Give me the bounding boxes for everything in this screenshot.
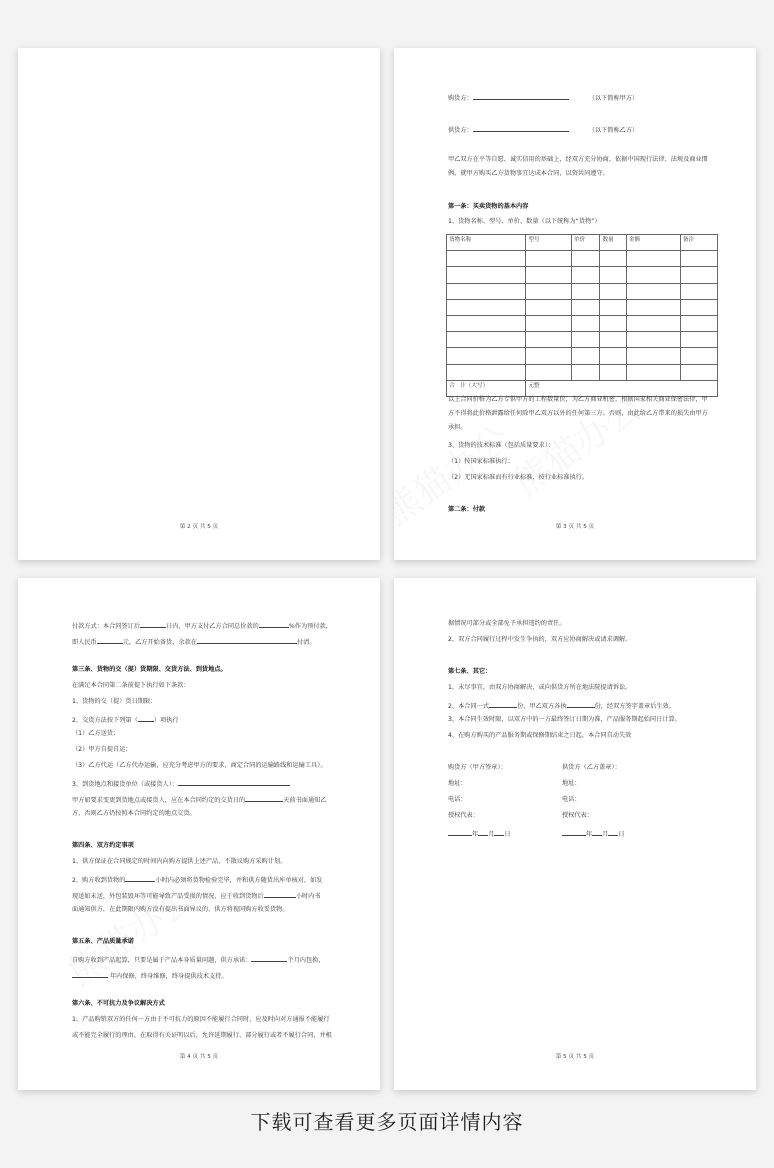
- text: 自购方收到产品起算，只要是属于产品本身质量问题，供方承诺：: [72, 957, 252, 964]
- payment-line: [72, 636, 316, 647]
- body-line: [72, 794, 327, 805]
- text: 2、交货方法按下列第（: [72, 717, 138, 724]
- buyer-label: 购货方：: [448, 95, 473, 102]
- text: 份，经双方签字盖章后生效。: [594, 703, 675, 710]
- table-row: [447, 364, 718, 380]
- seller-representative-label: 授权代表：: [562, 812, 593, 819]
- body-line: [72, 954, 325, 965]
- blank: [489, 700, 517, 708]
- text: 天前书面通知乙: [283, 797, 327, 804]
- buyer-abbr: （以下简称甲方）: [588, 95, 639, 102]
- body-line: （1）按国家标准执行；: [448, 458, 514, 465]
- body-line: 1、供方保证在合同规定的时间内向购方提供上述产品，不散议购方采购计划。: [72, 858, 287, 865]
- seller-address-label: 地址：: [562, 780, 581, 787]
- text: 付款方式：本合同签订后: [72, 623, 141, 630]
- buyer-line: [448, 92, 638, 103]
- document-page-3: [394, 48, 756, 560]
- buyer-phone-label: 电话：: [448, 796, 467, 803]
- text: %作为预付款，: [288, 623, 332, 630]
- seller-blank: [473, 124, 569, 132]
- blank: [494, 828, 504, 836]
- text: 年内保修，终身维修，终身提供技术支持。: [109, 973, 228, 980]
- article-2-title: 第二条：付款: [448, 506, 486, 513]
- body-line: 1、货物的交（提）货日期限：: [72, 698, 157, 705]
- body-line: [72, 778, 290, 789]
- text: ）项执行: [153, 717, 179, 724]
- table-header-row: [447, 235, 718, 251]
- page-number: 第 2 页 共 5 页: [179, 524, 219, 530]
- article-3-title: 第三条、货物的交（提）货期限、交货方法、到货地点。: [72, 666, 227, 673]
- table-header-cell: 数量: [600, 235, 626, 251]
- page-number: 第 5 页 共 5 页: [555, 1054, 595, 1060]
- document-page-4: [18, 578, 380, 1090]
- seller-label: 供货方：: [448, 127, 473, 134]
- table-header-cell: 金额: [626, 235, 680, 251]
- body-line: （2）无国家标准而有行业标准，按行业标准执行。: [448, 474, 589, 481]
- text: 月: [602, 831, 609, 838]
- text: 即人民币: [72, 639, 97, 646]
- page-number: 第 3 页 共 5 页: [555, 524, 595, 530]
- article-6-title: 第六条、不可抗力及争议解决方式: [72, 1000, 165, 1007]
- article-1-title: 第一条：买卖货物的基本内容: [448, 203, 529, 210]
- article-4-title: 第四条、双方约定事项: [72, 842, 134, 849]
- blank: [478, 828, 488, 836]
- payment-line: [72, 620, 332, 631]
- blank: [264, 890, 296, 898]
- body-line: 4、在购方购买的产品服务期或保修期结束之日起，本合同自动失效: [448, 732, 632, 739]
- article-1-item-1: 1、货物名称、型号、单价、数量（以下统称为“货物”）: [448, 218, 601, 225]
- table-total-row: [447, 380, 718, 396]
- text: 日内，甲方支付乙方合同总价款的: [166, 623, 259, 630]
- body-line: 3、货物的技术标准（包括质量要求）：: [448, 442, 555, 449]
- body-line: （2）甲方自提自运；: [72, 746, 132, 753]
- blank: [259, 620, 289, 628]
- buyer-date-line: [448, 828, 511, 839]
- blank: [97, 636, 123, 644]
- body-line: 以上合同价格为乙方专供甲方的工程数量价，为乙方商业机密，根据国家相关商业保密法律，甲: [448, 396, 708, 403]
- text: 年: [586, 831, 593, 838]
- sign-seller-label: 供货方（乙方盖章）：: [562, 764, 621, 771]
- blank: [251, 954, 287, 962]
- text: 个月内包换，: [287, 957, 325, 964]
- body-line: [72, 890, 321, 901]
- seller-date-line: [562, 828, 625, 839]
- document-page-5: [394, 578, 756, 1090]
- intro-line: 例，就甲方购买乙方货物事宜达成本合同，以资共同遵守。: [448, 170, 609, 177]
- buyer-blank: [473, 92, 569, 100]
- body-line: [72, 970, 228, 981]
- text: 付清。: [297, 639, 316, 646]
- body-line: 在满足本合同第二条前提下执行如下条款：: [72, 682, 190, 689]
- buyer-representative-label: 授权代表：: [448, 812, 479, 819]
- intro-line: 甲乙双方在平等自愿、诚实信用的基础上，经双方充分协商，依据中国现行法律、法规及商业惯: [448, 156, 708, 163]
- download-caption: 下载可查看更多页面详情内容: [250, 1110, 524, 1134]
- body-line: [72, 874, 323, 885]
- text: 元。乙方开始备货，余款在: [122, 639, 197, 646]
- body-line: 承担。: [448, 424, 467, 431]
- table-header-cell: 备注: [680, 235, 717, 251]
- blank: [197, 636, 297, 644]
- body-line: 或不能完全履行的理由，在取得有关证明以后，允许延期履行、部分履行或者不履行合同，并根: [72, 1032, 332, 1039]
- blank: [562, 828, 586, 836]
- body-line: 方不得将此价格泄露给任何除甲乙双方以外的任何第三方。否则，由此给乙方带来的损失由甲方: [448, 410, 708, 417]
- body-line: （1）乙方送货；: [72, 730, 120, 737]
- seller-phone-label: 电话：: [562, 796, 581, 803]
- blank: [138, 714, 154, 722]
- body-line: [448, 700, 675, 711]
- blank: [608, 828, 618, 836]
- article-7-title: 第七条、其它：: [448, 668, 492, 675]
- blank: [72, 970, 108, 978]
- text: 2、本合同一式: [448, 703, 490, 710]
- text: 小时内必须将货物检验完毕，并和供方随货出库单核对，如发: [155, 877, 323, 884]
- table-total-unit: 元整: [526, 380, 718, 396]
- body-line: 面通知供方，在此期限内购方没有提出书面异议的，供方将视同购方收妥货物。: [72, 906, 289, 913]
- blank: [178, 778, 290, 786]
- sign-buyer-label: 购货方（甲方签章）：: [448, 764, 507, 771]
- table-header-cell: 型号: [526, 235, 572, 251]
- blank: [140, 620, 166, 628]
- table-row: [447, 315, 718, 331]
- seller-line: [448, 124, 638, 135]
- article-5-title: 第五条、产品质量承诺: [72, 938, 134, 945]
- table-row: [447, 348, 718, 364]
- seller-abbr: （以下简称乙方）: [588, 127, 639, 134]
- blank: [245, 794, 283, 802]
- body-line: 1、产品购销双方的任何一方由于不可抗力的原因不能履行合同时，应及时向对方通报不能履行: [72, 1016, 330, 1023]
- blank: [125, 874, 155, 882]
- body-line: 方，否则乙方仍按照本合同约定的地点交货。: [72, 810, 196, 817]
- table-header-cell: 货物名称: [447, 235, 526, 251]
- text: 日: [504, 831, 511, 838]
- document-page-2: [18, 48, 380, 560]
- text: 份，甲乙双方各执: [517, 703, 567, 710]
- table-row: [447, 267, 718, 283]
- page-number: 第 4 页 共 5 页: [179, 1054, 219, 1060]
- body-line: 3、本合同生效时限，以双方中的一方最终签订日期为准，产品服务期起始同日计算。: [448, 716, 681, 723]
- table-total-label: 合 计（大写）: [447, 380, 526, 396]
- blank: [567, 700, 595, 708]
- text: 现送如未送，外包装毁坏等可能导致产品受损的情况，应于收到货物后: [72, 893, 264, 900]
- blank: [592, 828, 602, 836]
- text: 月: [488, 831, 495, 838]
- buyer-address-label: 地址：: [448, 780, 467, 787]
- text: 日: [618, 831, 625, 838]
- goods-table: [446, 234, 718, 397]
- text: 甲方如要求变更到货地点或接货人，应在本合同约定的交货日的: [72, 797, 246, 804]
- body-line: [72, 714, 179, 725]
- blank: [448, 828, 472, 836]
- body-line: 1、未尽事宜，由双方协商解决，或向供货方所在地法院提请诉讼。: [448, 684, 632, 691]
- body-line: 据情况可部分或全部免予承担违约的责任。: [448, 620, 566, 627]
- text: 年: [472, 831, 479, 838]
- body-line: （3）乙方代运（乙方代办运输，应充分考虑甲方的要求，商定合同的运输路线和运输工具）。: [72, 762, 327, 769]
- table-row: [447, 332, 718, 348]
- body-line: 2、双方合同履行过程中发生争执的，双方应协商解决或请求调解。: [448, 636, 632, 643]
- text: 小时内书: [295, 893, 321, 900]
- text: 3、到货地点和接货单位（或接货人）：: [72, 781, 179, 788]
- table-row: [447, 251, 718, 267]
- table-row: [447, 299, 718, 315]
- table-row: [447, 283, 718, 299]
- text: 2、购方收到货物的: [72, 877, 126, 884]
- table-header-cell: 单价: [571, 235, 600, 251]
